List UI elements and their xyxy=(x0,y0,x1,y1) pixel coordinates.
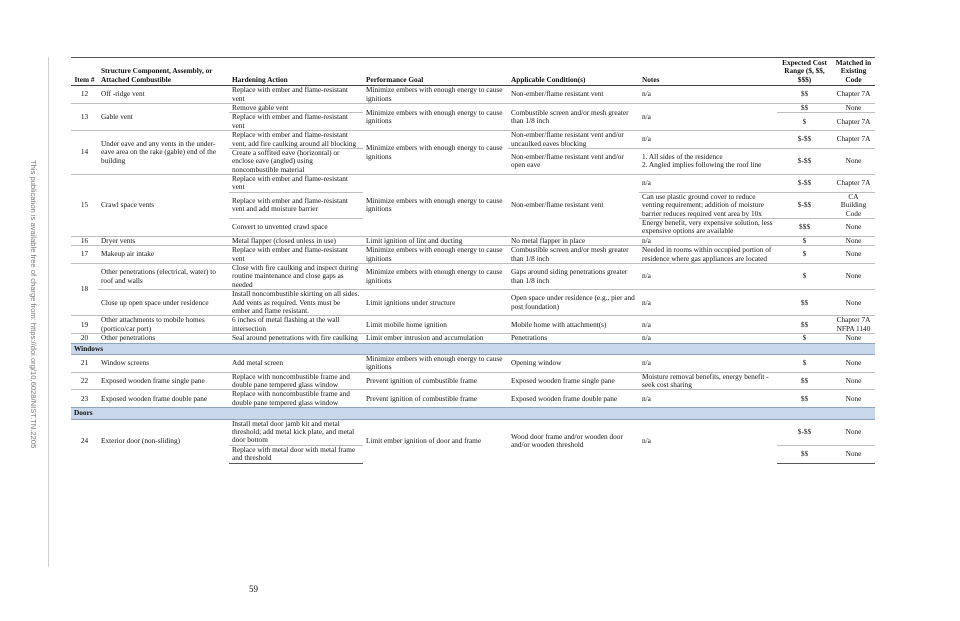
action-cell: Replace with ember and flame-resistant vent xyxy=(229,113,363,131)
table-row xyxy=(71,103,875,112)
action-cell: Replace with noncombustible frame and double pane tempered glass window xyxy=(229,372,363,390)
table-row xyxy=(71,131,875,149)
item-number: 19 xyxy=(71,316,98,334)
component-cell: Dryer vents xyxy=(98,236,229,245)
section-title: Windows xyxy=(71,343,875,354)
item-number: 23 xyxy=(71,390,98,408)
action-cell: Convert to unvented crawl space xyxy=(229,219,363,237)
item-number: 16 xyxy=(71,236,98,245)
table-row xyxy=(71,419,875,445)
code-line: Chapter 7A xyxy=(836,315,871,325)
code-cell: None xyxy=(832,148,875,174)
component-cell: Other attachments to mobile homes (portico/car port) xyxy=(98,316,229,334)
component-cell: Makeup air intake xyxy=(98,246,229,264)
code-cell: None xyxy=(832,290,875,316)
note-line: 2. Angled implies following the roof line xyxy=(642,160,762,170)
code-cell: CA Building Code xyxy=(832,192,875,218)
action-cell: Replace with ember and flame-resistant vent, add fire caulking around all blocking xyxy=(229,131,363,149)
header-action: Hardening Action xyxy=(229,58,363,86)
code-cell: None xyxy=(832,354,875,372)
notes-cell: Moisture removal benefits, energy benefit - seek cost sharing xyxy=(639,372,777,390)
condition-cell: Non-ember/flame resistant vent xyxy=(508,86,639,104)
action-cell: Replace with ember and flame-resistant vent xyxy=(229,246,363,264)
notes-cell: n/a xyxy=(639,131,777,149)
code-cell: None xyxy=(832,372,875,390)
goal-cell: Limit ember intrusion and accumulation xyxy=(363,334,508,343)
action-cell: Replace with ember and flame-resistant vent and add moisture barrier xyxy=(229,192,363,218)
table-row xyxy=(71,372,875,390)
code-cell: None xyxy=(832,390,875,408)
code-line: NFPA 1140 xyxy=(836,323,871,333)
condition-cell: Combustible screen and/or mesh greater than 1/8 inch xyxy=(508,103,639,130)
condition-cell: Gaps around siding penetrations greater than 1/8 inch xyxy=(508,263,639,289)
cost-cell: $ xyxy=(777,236,832,245)
condition-cell: Opening window xyxy=(508,354,639,372)
header-component: Structure Component, Assembly, or Attached Combustible xyxy=(98,58,229,86)
cost-cell: $ xyxy=(777,246,832,264)
action-cell: Metal flapper (closed unless in use) xyxy=(229,236,363,245)
condition-cell: Wood door frame and/or wooden door and/or wooden threshold xyxy=(508,419,639,463)
table-row xyxy=(71,246,875,264)
table-row xyxy=(71,390,875,408)
goal-cell: Minimize embers with enough energy to cause ignitions xyxy=(363,246,508,264)
notes-cell: n/a xyxy=(639,236,777,245)
item-number: 22 xyxy=(71,372,98,390)
left-margin-rule xyxy=(48,57,49,567)
header-cost: Expected Cost Range ($, $$, $$$) xyxy=(777,58,832,86)
action-cell: Create a soffited eave (horizontal) or enclose eave (angled) using noncombustible material xyxy=(229,148,363,174)
item-number: 21 xyxy=(71,354,98,372)
notes-cell: n/a xyxy=(639,316,777,334)
cost-cell: $-$$ xyxy=(777,175,832,193)
component-cell: Crawl space vents xyxy=(98,175,229,237)
action-cell: Remove gable vent xyxy=(229,103,363,112)
goal-cell: Minimize embers with enough energy to cause ignitions xyxy=(363,131,508,175)
code-cell: None xyxy=(832,419,875,445)
action-cell: Replace with noncombustible frame and double pane tempered glass window xyxy=(229,390,363,408)
notes-cell: n/a xyxy=(639,354,777,372)
condition-cell: Non-ember/flame resistant vent and/or open eave xyxy=(508,148,639,174)
cost-cell: $$ xyxy=(777,390,832,408)
condition-cell: Open space under residence (e.g., pier and post foundation) xyxy=(508,290,639,316)
code-cell: None xyxy=(832,246,875,264)
notes-cell: Can use plastic ground cover to reduce venting requirement; addition of moisture barrier reduces required vent area by 10x xyxy=(639,192,777,218)
code-cell: None xyxy=(832,236,875,245)
goal-cell: Minimize embers with enough energy to cause ignitions xyxy=(363,354,508,372)
condition-cell: No metal flapper in place xyxy=(508,236,639,245)
condition-cell: Exposed wooden frame single pane xyxy=(508,372,639,390)
condition-cell: Penetrations xyxy=(508,334,639,343)
cost-cell: $$ xyxy=(777,290,832,316)
code-cell: None xyxy=(832,219,875,237)
action-cell: Install noncombustible skirting on all sides. Add vents as required. Vents must be ember and flame resistant. xyxy=(229,290,363,316)
table-row xyxy=(71,334,875,343)
cost-cell: $-$$ xyxy=(777,148,832,174)
component-cell: Other penetrations xyxy=(98,334,229,343)
page-number: 59 xyxy=(249,584,258,594)
section-row-windows xyxy=(71,343,875,354)
item-number: 17 xyxy=(71,246,98,264)
code-cell: None xyxy=(832,103,875,112)
goal-cell: Prevent ignition of combustible frame xyxy=(363,372,508,390)
notes-cell: n/a xyxy=(639,175,777,193)
goal-cell: Minimize embers with enough energy to cause ignitions xyxy=(363,175,508,237)
goal-cell: Limit mobile home ignition xyxy=(363,316,508,334)
action-cell: Install metal door jamb kit and metal threshold; add metal kick plate, and metal door bottom xyxy=(229,419,363,445)
goal-cell: Limit ignition of lint and ducting xyxy=(363,236,508,245)
header-code: Matched in Existing Code xyxy=(832,58,875,86)
table-row xyxy=(71,86,875,104)
goal-cell: Minimize embers with enough energy to cause ignitions xyxy=(363,86,508,104)
component-cell: Other penetrations (electrical, water) to roof and walls xyxy=(98,263,229,289)
component-cell: Under eave and any vents in the under-eave area on the rake (gable) end of the building xyxy=(98,131,229,175)
notes-cell: Energy benefit, very expensive solution, less expensive options are available xyxy=(639,219,777,237)
goal-cell: Minimize embers with enough energy to cause ignitions xyxy=(363,263,508,289)
hardening-actions-table xyxy=(71,57,875,464)
component-cell: Close up open space under residence xyxy=(98,290,229,316)
table-row xyxy=(71,354,875,372)
component-cell: Exposed wooden frame double pane xyxy=(98,390,229,408)
item-number: 12 xyxy=(71,86,98,104)
code-cell: None xyxy=(832,263,875,289)
cost-cell: $ xyxy=(777,113,832,131)
goal-cell: Prevent ignition of combustible frame xyxy=(363,390,508,408)
header-notes: Notes xyxy=(639,58,777,86)
cost-cell: $$ xyxy=(777,86,832,104)
item-number: 15 xyxy=(71,175,98,237)
code-cell: Chapter 7A xyxy=(832,175,875,193)
table-header-row xyxy=(71,58,875,86)
section-row-doors xyxy=(71,408,875,419)
goal-cell: Minimize embers with enough energy to cause ignitions xyxy=(363,103,508,130)
cost-cell: $-$$ xyxy=(777,131,832,149)
table-row xyxy=(71,316,875,334)
cost-cell: $$ xyxy=(777,372,832,390)
component-cell: Gable vent xyxy=(98,103,229,130)
condition-cell: Non-ember/flame resistant vent and/or uncaulked eaves blocking xyxy=(508,131,639,149)
header-item: Item # xyxy=(71,58,98,86)
component-cell: Exterior door (non-sliding) xyxy=(98,419,229,463)
goal-cell: Limit ignitions under structure xyxy=(363,290,508,316)
cost-cell: $$ xyxy=(777,103,832,112)
notes-cell: n/a xyxy=(639,103,777,130)
code-cell: Chapter 7A xyxy=(832,86,875,104)
component-cell: Exposed wooden frame single pane xyxy=(98,372,229,390)
condition-cell: Exposed wooden frame double pane xyxy=(508,390,639,408)
notes-cell: n/a xyxy=(639,263,777,289)
code-cell: None xyxy=(832,445,875,463)
cost-cell: $$$ xyxy=(777,219,832,237)
notes-cell xyxy=(639,148,777,174)
goal-cell: Limit ember ignition of door and frame xyxy=(363,419,508,463)
action-cell: Close with fire caulking and inspect during routine maintenance and close gaps as needed xyxy=(229,263,363,289)
condition-cell: Mobile home with attachment(s) xyxy=(508,316,639,334)
notes-cell: n/a xyxy=(639,334,777,343)
header-goal: Performance Goal xyxy=(363,58,508,86)
item-number: 24 xyxy=(71,419,98,463)
item-number: 20 xyxy=(71,334,98,343)
item-number: 18 xyxy=(71,263,98,315)
table-row xyxy=(71,290,875,316)
component-cell: Off -ridge vent xyxy=(98,86,229,104)
header-condition: Applicable Condition(s) xyxy=(508,58,639,86)
notes-cell: n/a xyxy=(639,390,777,408)
notes-cell: Needed in rooms within occupied portion of residence where gas appliances are located xyxy=(639,246,777,264)
cost-cell: $ xyxy=(777,263,832,289)
table-row xyxy=(71,263,875,289)
action-cell: Replace with ember and flame-resistant vent xyxy=(229,175,363,193)
item-number: 14 xyxy=(71,131,98,175)
section-title: Doors xyxy=(71,408,875,419)
notes-cell: n/a xyxy=(639,419,777,463)
action-cell: Replace with metal door with metal frame and threshold xyxy=(229,445,363,463)
cost-cell: $ xyxy=(777,354,832,372)
code-cell: Chapter 7A xyxy=(832,131,875,149)
code-cell: Chapter 7A xyxy=(832,113,875,131)
cost-cell: $ xyxy=(777,334,832,343)
notes-cell: n/a xyxy=(639,86,777,104)
code-cell xyxy=(832,316,875,334)
table-row xyxy=(71,175,875,193)
cost-cell: $-$$ xyxy=(777,192,832,218)
component-cell: Window screens xyxy=(98,354,229,372)
notes-cell: n/a xyxy=(639,290,777,316)
action-cell: Seal around penetrations with fire caulking xyxy=(229,334,363,343)
availability-note: This publication is available free of charge from: https://doi.org/10.6028/NIST.TN.2205 xyxy=(29,160,38,449)
action-cell: 6 inches of metal flashing at the wall intersection xyxy=(229,316,363,334)
condition-cell: Non-ember/flame resistant vent xyxy=(508,175,639,237)
cost-cell: $$ xyxy=(777,316,832,334)
condition-cell: Combustible screen and/or mesh greater than 1/8 inch xyxy=(508,246,639,264)
action-cell: Add metal screen xyxy=(229,354,363,372)
cost-cell: $-$$ xyxy=(777,419,832,445)
code-cell: None xyxy=(832,334,875,343)
cost-cell: $$ xyxy=(777,445,832,463)
note-line: 1. All sides of the residence xyxy=(642,152,723,162)
action-cell: Replace with ember and flame-resistant vent xyxy=(229,86,363,104)
item-number: 13 xyxy=(71,103,98,130)
